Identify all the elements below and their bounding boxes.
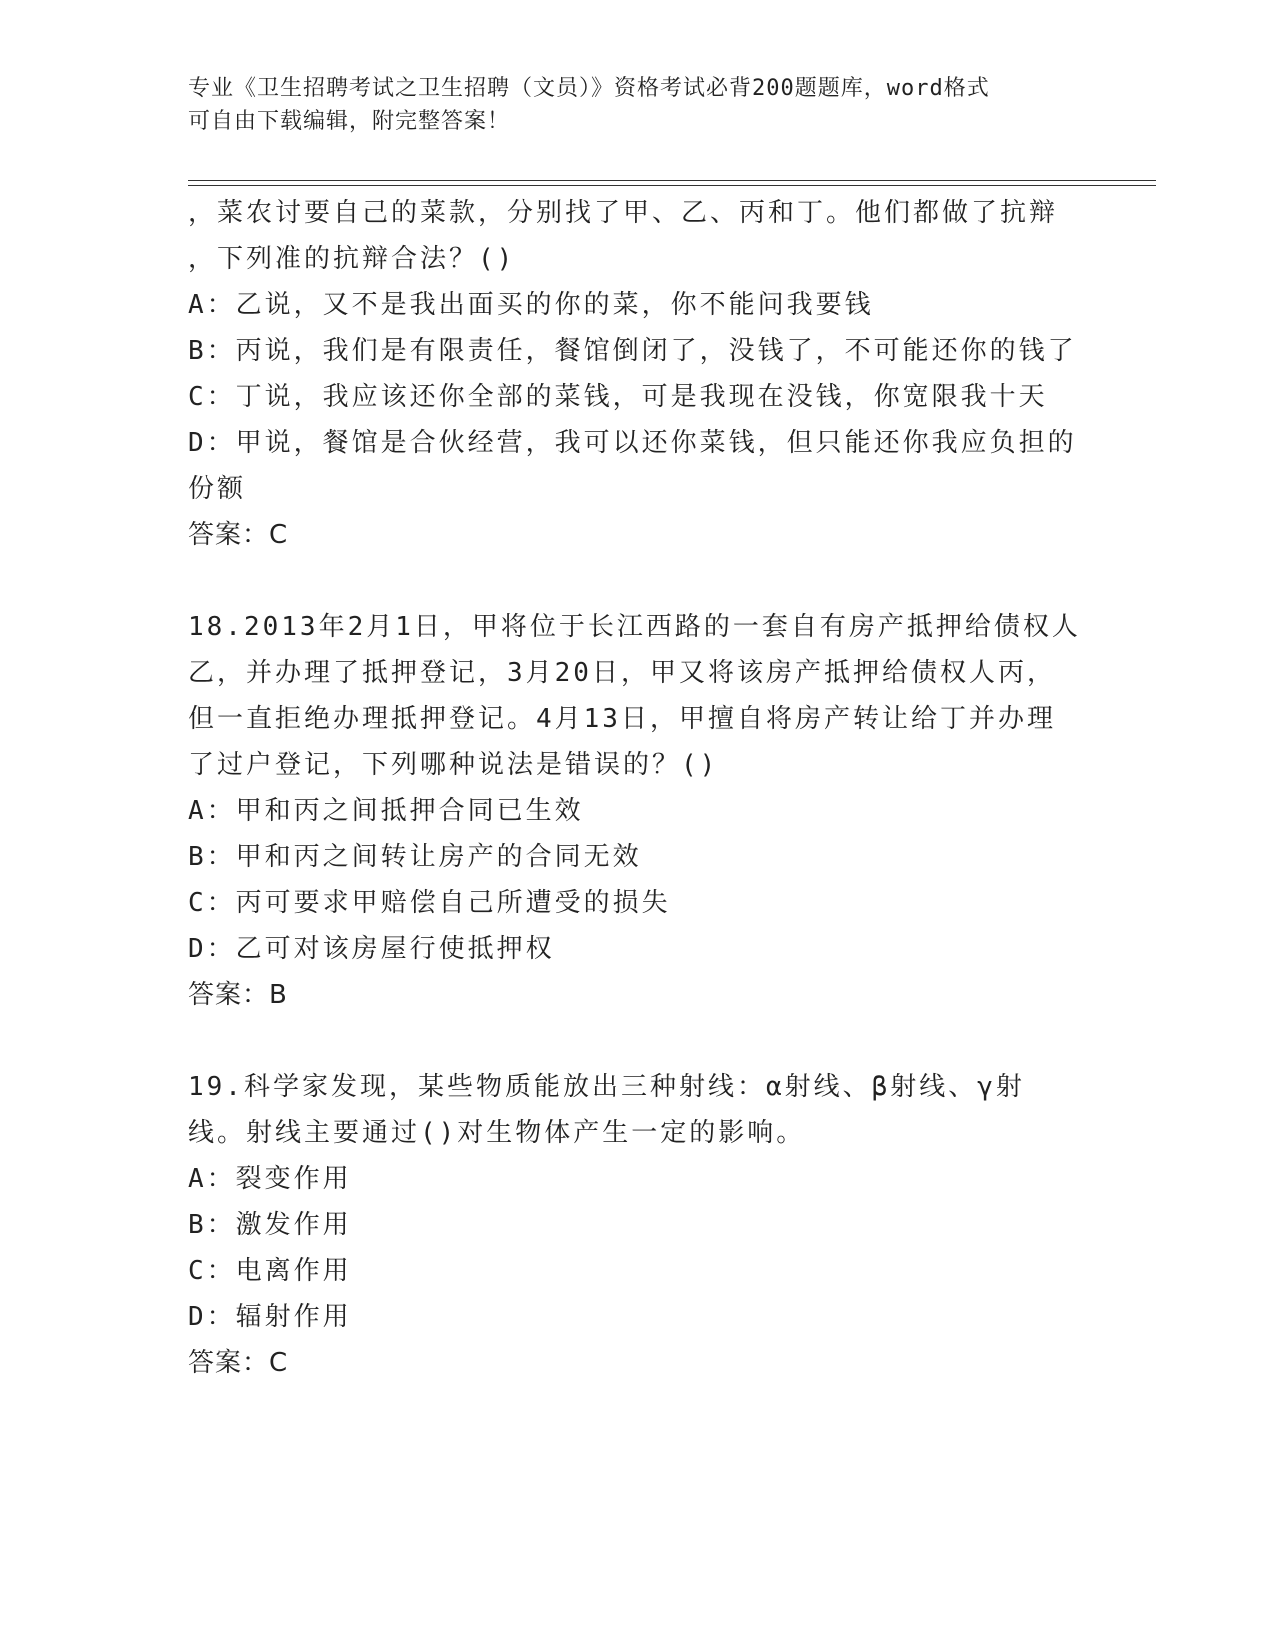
option-a: A：裂变作用 <box>188 1164 352 1194</box>
header-divider-bottom <box>188 185 1156 186</box>
option-c: C：丁说，我应该还你全部的菜钱，可是我现在没钱，你宽限我十天 <box>188 382 1048 412</box>
question-19 <box>188 1064 1088 1386</box>
option-a: A：乙说，又不是我出面买的你的菜，你不能问我要钱 <box>188 290 874 320</box>
answer-label: 答案：C <box>188 1348 289 1378</box>
document-body <box>188 190 1088 1386</box>
page-header <box>188 72 1088 138</box>
header-title-line-2: 可自由下载编辑，附完整答案！ <box>188 109 511 134</box>
option-d-continued: 份额 <box>188 474 247 504</box>
option-b: B：丙说，我们是有限责任，餐馆倒闭了，没钱了，不可能还你的钱了 <box>188 336 1077 366</box>
answer-label: 答案：C <box>188 520 289 550</box>
option-b: B：甲和丙之间转让房产的合同无效 <box>188 842 642 872</box>
option-c: C：电离作用 <box>188 1256 352 1286</box>
option-a: A：甲和丙之间抵押合同已生效 <box>188 796 584 826</box>
option-d: D：辐射作用 <box>188 1302 352 1332</box>
section-spacer <box>188 558 1088 604</box>
answer-label: 答案：B <box>188 980 288 1010</box>
header-divider-top <box>188 180 1156 181</box>
option-b: B：激发作用 <box>188 1210 352 1240</box>
option-c: C：丙可要求甲赔偿自己所遭受的损失 <box>188 888 671 918</box>
question-stem-line: ，下列准的抗辩合法？() <box>188 244 516 274</box>
question-stem-line: 18.2013年2月1日，甲将位于长江西路的一套自有房产抵押给债权人 <box>188 612 1081 642</box>
question-stem-line: 线。射线主要通过()对生物体产生一定的影响。 <box>188 1118 806 1148</box>
question-stem-line: 了过户登记，下列哪种说法是错误的？() <box>188 750 719 780</box>
section-spacer <box>188 1018 1088 1064</box>
option-d: D：甲说，餐馆是合伙经营，我可以还你菜钱，但只能还你我应负担的 <box>188 428 1077 458</box>
question-17 <box>188 190 1088 558</box>
question-stem-line: 19.科学家发现，某些物质能放出三种射线：α射线、β射线、γ射 <box>188 1072 1025 1102</box>
question-18 <box>188 604 1088 1018</box>
question-stem-line: 但一直拒绝办理抵押登记。4月13日，甲擅自将房产转让给丁并办理 <box>188 704 1056 734</box>
question-stem-line: 乙，并办理了抵押登记，3月20日，甲又将该房产抵押给债权人丙， <box>188 658 1056 688</box>
header-title-line-1: 专业《卫生招聘考试之卫生招聘（文员）》资格考试必背200题题库，word格式 <box>188 76 990 101</box>
question-stem-line: ，菜农讨要自己的菜款，分别找了甲、乙、丙和丁。他们都做了抗辩 <box>188 198 1059 228</box>
option-d: D：乙可对该房屋行使抵押权 <box>188 934 555 964</box>
